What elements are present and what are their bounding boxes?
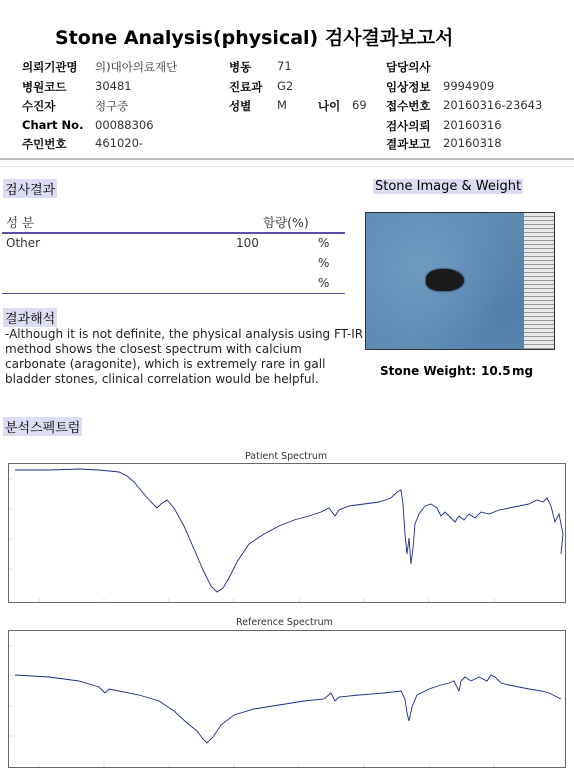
patient-spectrum-title: Patient Spectrum: [245, 451, 328, 462]
reference-spectrum-svg: [9, 631, 565, 767]
reference-spectrum-title: Reference Spectrum: [236, 617, 333, 628]
sex-label: 성별: [229, 99, 252, 113]
chart-no-label: Chart No.: [22, 118, 84, 132]
dept-value: G2: [277, 79, 294, 93]
dept-label: 진료과: [229, 80, 263, 94]
clinical-info-label: 임상정보: [386, 80, 431, 94]
request-date-label: 검사의뢰: [386, 119, 431, 133]
table-bottom-rule: [2, 293, 345, 294]
reception-no-value: 20160316-23643: [443, 98, 543, 112]
ward-value: 71: [277, 59, 292, 73]
result-row-2-unit: %: [318, 256, 330, 270]
stone-weight-unit: mg: [512, 364, 534, 378]
component-column-header: 성 분: [6, 215, 35, 230]
patient-spectrum-svg: [9, 464, 565, 602]
interpretation-text: -Although it is not definite, the physical analysis using FT-IR method shows the closest spectrum with calcium carbonate (aragonite), which is extremely rare in gall bladder stones, clinical correlation would be helpful.: [5, 327, 364, 386]
age-label: 나이: [318, 99, 341, 113]
patient-spectrum-ticks: [9, 479, 494, 602]
resident-id-label: 주민번호: [22, 137, 67, 151]
reception-no-label: 접수번호: [386, 99, 431, 113]
report-title: Stone Analysis(physical) 검사결과보고서: [55, 27, 454, 49]
header-divider: [0, 158, 574, 160]
results-section-title: 검사결과: [3, 179, 57, 198]
content-column-header: 함량(%): [263, 215, 309, 230]
reference-spectrum-ticks: [9, 646, 494, 767]
report-date-label: 결과보고: [386, 137, 431, 151]
stone-image-title: Stone Image & Weight: [375, 179, 522, 194]
reference-spectrum-plot: [8, 630, 566, 768]
table-header-rule: [2, 232, 345, 234]
age-value: 69: [352, 98, 367, 112]
ward-label: 병동: [229, 60, 252, 74]
result-row-1-unit: %: [318, 236, 330, 250]
chart-no-value: 00088306: [95, 118, 154, 132]
hospital-code-label: 병원코드: [22, 80, 67, 94]
spectrum-section-title: 분석스펙트럼: [3, 417, 82, 436]
sex-value: M: [277, 98, 287, 112]
result-row-3-unit: %: [318, 276, 330, 290]
patient-spectrum-line: [15, 469, 563, 592]
request-date-value: 20160316: [443, 118, 502, 132]
institution-label: 의뢰기관명: [22, 60, 78, 74]
stone-photo: [365, 212, 555, 350]
resident-id-value: 461020-: [95, 136, 144, 150]
patient-value: 정구중: [95, 99, 129, 113]
hospital-code-value: 30481: [95, 79, 132, 93]
report-date-value: 20160318: [443, 136, 502, 150]
stone-weight-value: 10.5: [481, 364, 511, 378]
header-divider-light: [0, 166, 574, 167]
ruler-scale: [524, 213, 554, 349]
clinical-info-value: 9994909: [443, 79, 495, 93]
result-row-1-value: 100: [236, 236, 259, 250]
stone-weight-label: Stone Weight:: [380, 364, 477, 378]
result-row-1-component: Other: [6, 236, 41, 250]
interpretation-section-title: 결과해석: [3, 308, 57, 327]
reference-spectrum-line: [15, 675, 561, 743]
patient-label: 수진자: [22, 99, 56, 113]
patient-spectrum-plot: [8, 463, 566, 603]
doctor-label: 담당의사: [386, 60, 431, 74]
institution-value: 의)대아의료재단: [95, 60, 178, 74]
stone-specimen: [426, 269, 464, 291]
